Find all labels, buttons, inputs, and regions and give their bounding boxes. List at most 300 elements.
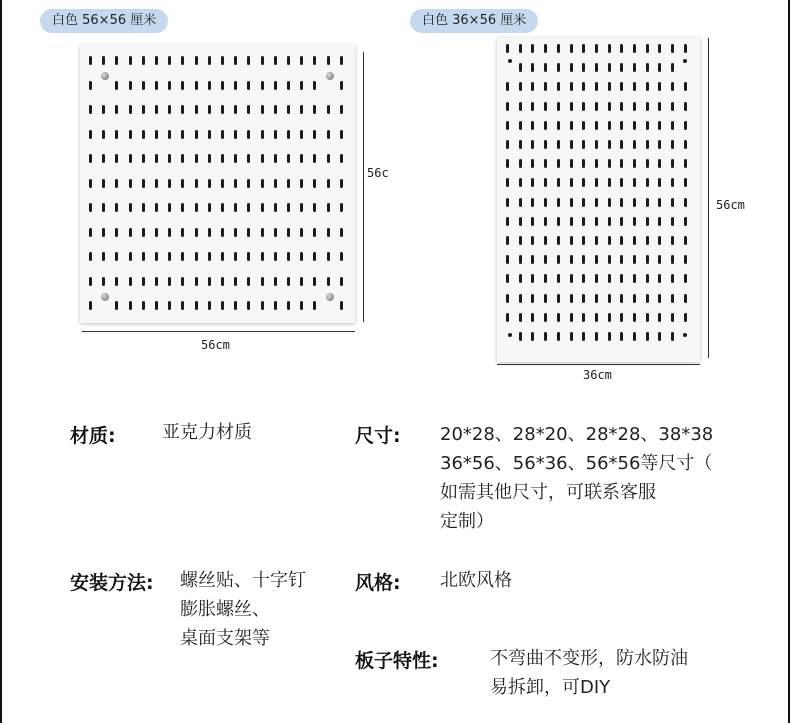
peg-slot — [684, 255, 687, 264]
peg-slot — [221, 277, 224, 286]
peg-slot — [671, 121, 674, 130]
peg-slot — [129, 130, 132, 139]
peg-slot — [608, 255, 611, 264]
peg-slot — [234, 277, 237, 286]
peg-slot — [142, 105, 145, 114]
peg-slot — [234, 154, 237, 163]
peg-slot — [340, 56, 343, 65]
peg-slot — [300, 105, 303, 114]
style-value — [440, 566, 512, 595]
peg-slot — [620, 63, 623, 72]
peg-slot — [595, 44, 598, 53]
peg-slot — [208, 179, 211, 188]
peg-slot — [544, 178, 547, 187]
peg-slot — [633, 63, 636, 72]
peg-slot — [327, 130, 330, 139]
peg-slot — [247, 81, 250, 90]
peg-slot — [531, 198, 534, 207]
peg-slot — [684, 159, 687, 168]
peg-slot — [234, 56, 237, 65]
peg-slot — [557, 140, 560, 149]
peg-slot — [544, 102, 547, 111]
peg-slot — [300, 130, 303, 139]
peg-slot — [115, 228, 118, 237]
peg-slot — [684, 121, 687, 130]
peg-slot — [129, 252, 132, 261]
peg-slot — [287, 154, 290, 163]
peg-slot — [506, 159, 509, 168]
peg-slot — [531, 121, 534, 130]
peg-slot — [557, 236, 560, 245]
peg-slot — [671, 313, 674, 322]
peg-slot — [557, 102, 560, 111]
peg-slot — [115, 301, 118, 310]
peg-slot — [168, 252, 171, 261]
peg-slot — [274, 203, 277, 212]
peg-slot — [261, 130, 264, 139]
peg-slot — [620, 313, 623, 322]
peg-slot — [155, 277, 158, 286]
peg-slot — [519, 255, 522, 264]
peg-slot — [531, 332, 534, 341]
peg-slot — [313, 81, 316, 90]
peg-slot — [89, 203, 92, 212]
peg-slot — [506, 178, 509, 187]
peg-slot — [89, 154, 92, 163]
peg-slot — [327, 56, 330, 65]
peg-slot — [646, 178, 649, 187]
peg-slot — [340, 203, 343, 212]
peg-slot — [89, 277, 92, 286]
peg-slot — [684, 294, 687, 303]
peg-slot — [544, 44, 547, 53]
peg-slot — [608, 63, 611, 72]
peg-slot — [168, 203, 171, 212]
peg-slot — [595, 236, 598, 245]
peg-slot — [115, 252, 118, 261]
peg-slot — [313, 228, 316, 237]
peg-slot — [221, 56, 224, 65]
peg-slot — [582, 121, 585, 130]
install-method-value — [180, 566, 306, 653]
left-width-dim-label: 56cm — [201, 338, 230, 352]
badge-white-36x56: 白色 36×56 厘米 — [410, 9, 538, 33]
peg-slot — [181, 228, 184, 237]
material-value — [162, 418, 252, 447]
peg-slot — [531, 313, 534, 322]
peg-slot — [608, 82, 611, 91]
peg-slot — [221, 105, 224, 114]
peg-slot — [300, 203, 303, 212]
peg-slot — [506, 82, 509, 91]
peg-slot — [129, 228, 132, 237]
peg-slot — [181, 252, 184, 261]
peg-slot — [195, 252, 198, 261]
peg-slot — [340, 130, 343, 139]
peg-slot — [195, 105, 198, 114]
peg-slot — [519, 198, 522, 207]
peg-slot — [102, 105, 105, 114]
pegboard-56x56 — [80, 45, 355, 323]
peg-slot — [340, 105, 343, 114]
peg-slot — [274, 130, 277, 139]
peg-slot — [608, 198, 611, 207]
peg-slot — [168, 301, 171, 310]
peg-slot — [155, 179, 158, 188]
peg-slot — [646, 198, 649, 207]
install-line: 桌面支架等 — [180, 628, 270, 649]
peg-slot — [115, 277, 118, 286]
peg-slot — [570, 255, 573, 264]
peg-slot — [168, 81, 171, 90]
peg-slot — [557, 255, 560, 264]
peg-slot — [261, 277, 264, 286]
peg-slot — [633, 274, 636, 283]
peg-slot — [89, 130, 92, 139]
peg-slot — [506, 44, 509, 53]
peg-slot — [340, 81, 343, 90]
install-line: 螺丝贴、十字钉 — [180, 570, 306, 591]
peg-slot — [115, 81, 118, 90]
peg-slot — [313, 56, 316, 65]
peg-slot — [557, 63, 560, 72]
peg-slot — [519, 82, 522, 91]
peg-slot — [620, 255, 623, 264]
peg-slot — [102, 56, 105, 65]
peg-slot — [519, 121, 522, 130]
peg-slot — [181, 105, 184, 114]
peg-slot — [313, 252, 316, 261]
peg-slot — [531, 274, 534, 283]
peg-slot — [313, 203, 316, 212]
peg-slot — [261, 301, 264, 310]
size-label: 尺寸: — [355, 425, 401, 447]
peg-slot — [582, 82, 585, 91]
peg-slot — [557, 274, 560, 283]
peg-slot — [274, 301, 277, 310]
peg-slot — [658, 140, 661, 149]
peg-slot — [274, 228, 277, 237]
peg-slot — [300, 277, 303, 286]
peg-slot — [620, 332, 623, 341]
peg-slot — [671, 274, 674, 283]
mount-hole-top-right — [683, 59, 687, 63]
peg-slot — [544, 63, 547, 72]
peg-slot — [327, 179, 330, 188]
peg-slot — [519, 178, 522, 187]
peg-slot — [595, 159, 598, 168]
peg-slot — [274, 179, 277, 188]
peg-slot — [129, 105, 132, 114]
peg-slot — [327, 203, 330, 212]
peg-slot — [168, 277, 171, 286]
peg-slot — [313, 154, 316, 163]
peg-slot — [671, 159, 674, 168]
peg-slot — [129, 154, 132, 163]
peg-slot — [684, 102, 687, 111]
board-features-label: 板子特性: — [355, 650, 439, 672]
peg-slot — [671, 198, 674, 207]
size-line: 36*56、56*36、56*56等尺寸（ — [440, 453, 713, 474]
peg-slot — [620, 236, 623, 245]
peg-slot — [327, 252, 330, 261]
peg-slot — [582, 198, 585, 207]
peg-slot — [646, 217, 649, 226]
peg-slot — [557, 332, 560, 341]
peg-slot — [620, 274, 623, 283]
peg-slot — [595, 294, 598, 303]
left-frame-line — [0, 0, 2, 723]
peg-slot — [221, 203, 224, 212]
peg-slot — [658, 217, 661, 226]
peg-slot — [544, 217, 547, 226]
peg-slot — [595, 178, 598, 187]
screw-top-left — [101, 72, 109, 80]
mount-hole-bottom-right — [683, 333, 687, 337]
peg-slot — [544, 274, 547, 283]
peg-slot — [582, 255, 585, 264]
peg-slot — [221, 130, 224, 139]
peg-slot — [671, 44, 674, 53]
peg-slot — [595, 140, 598, 149]
peg-slot — [115, 105, 118, 114]
peg-slot — [519, 63, 522, 72]
peg-slot — [608, 294, 611, 303]
peg-slot — [115, 203, 118, 212]
peg-slot — [582, 313, 585, 322]
peg-slot — [221, 301, 224, 310]
peg-slot — [234, 179, 237, 188]
peg-slot — [195, 203, 198, 212]
style-value-text: 北欧风格 — [440, 570, 512, 591]
install-line: 膨胀螺丝、 — [180, 599, 270, 620]
mount-hole-top-left — [508, 59, 512, 63]
peg-slot — [582, 217, 585, 226]
peg-slot — [102, 252, 105, 261]
peg-slot — [506, 313, 509, 322]
peg-slot — [327, 154, 330, 163]
peg-slot — [506, 198, 509, 207]
peg-slot — [247, 203, 250, 212]
peg-slot — [506, 121, 509, 130]
peg-slot — [633, 236, 636, 245]
peg-slot — [287, 252, 290, 261]
peg-slot — [595, 313, 598, 322]
peg-slot — [274, 81, 277, 90]
peg-slot — [102, 130, 105, 139]
peg-slot — [684, 236, 687, 245]
peg-slot — [261, 81, 264, 90]
peg-slot — [582, 63, 585, 72]
peg-slot — [300, 81, 303, 90]
peg-slot — [544, 159, 547, 168]
peg-slot — [519, 102, 522, 111]
peg-slot — [168, 228, 171, 237]
peg-slot — [544, 313, 547, 322]
peg-slot — [608, 236, 611, 245]
features-line: 易拆卸，可DIY — [490, 677, 611, 698]
peg-slot — [646, 82, 649, 91]
size-value — [440, 420, 713, 536]
peg-slot — [519, 313, 522, 322]
peg-slot — [582, 44, 585, 53]
peg-slot — [247, 252, 250, 261]
peg-slot — [671, 140, 674, 149]
peg-slot — [544, 332, 547, 341]
peg-slot — [519, 332, 522, 341]
peg-slot — [129, 301, 132, 310]
peg-slot — [247, 301, 250, 310]
peg-slot — [608, 178, 611, 187]
peg-slot — [274, 252, 277, 261]
peg-slot — [633, 255, 636, 264]
peg-slot — [300, 252, 303, 261]
peg-slot — [195, 56, 198, 65]
peg-slot — [181, 277, 184, 286]
peg-slot — [570, 217, 573, 226]
peg-slot — [115, 56, 118, 65]
peg-slot — [620, 102, 623, 111]
peg-slot — [261, 228, 264, 237]
peg-slot — [247, 105, 250, 114]
peg-slot — [570, 140, 573, 149]
peg-slot — [195, 130, 198, 139]
peg-slot — [287, 81, 290, 90]
peg-slot — [340, 252, 343, 261]
peg-slot — [142, 179, 145, 188]
peg-slot — [620, 44, 623, 53]
peg-slot — [658, 313, 661, 322]
peg-slot — [557, 198, 560, 207]
peg-slot — [684, 44, 687, 53]
peg-slot — [531, 236, 534, 245]
peg-slot — [519, 217, 522, 226]
peg-slot — [195, 301, 198, 310]
peg-slot — [506, 255, 509, 264]
peg-slot — [608, 140, 611, 149]
peg-slot — [620, 198, 623, 207]
peg-slot — [102, 154, 105, 163]
peg-slot — [247, 228, 250, 237]
peg-slot — [557, 294, 560, 303]
screw-top-right — [326, 72, 334, 80]
peg-slot — [168, 56, 171, 65]
peg-slot — [658, 44, 661, 53]
peg-slot — [168, 105, 171, 114]
peg-slot — [181, 130, 184, 139]
peg-slot — [287, 56, 290, 65]
peg-slot — [658, 274, 661, 283]
peg-slot — [102, 203, 105, 212]
peg-slot — [129, 56, 132, 65]
peg-slot — [519, 140, 522, 149]
peg-slot — [247, 130, 250, 139]
peg-slot — [684, 198, 687, 207]
peg-slot — [582, 236, 585, 245]
peg-slot — [582, 294, 585, 303]
peg-slot — [142, 301, 145, 310]
badge-white-56x56: 白色 56×56 厘米 — [40, 9, 168, 33]
peg-slot — [633, 102, 636, 111]
peg-slot — [684, 217, 687, 226]
peg-slot — [155, 154, 158, 163]
peg-slot — [544, 236, 547, 245]
peg-slot — [633, 313, 636, 322]
peg-slot — [287, 203, 290, 212]
peg-slot — [531, 140, 534, 149]
peg-slot — [684, 140, 687, 149]
peg-slot — [582, 178, 585, 187]
peg-slot — [570, 159, 573, 168]
peg-slot — [684, 178, 687, 187]
peg-slot — [234, 301, 237, 310]
peg-slot — [89, 179, 92, 188]
peg-slot — [620, 178, 623, 187]
peg-slot — [221, 154, 224, 163]
peg-slot — [646, 44, 649, 53]
peg-slot — [531, 159, 534, 168]
left-height-dim-line — [363, 52, 364, 322]
peg-slot — [261, 252, 264, 261]
peg-slot — [89, 56, 92, 65]
peg-slot — [531, 82, 534, 91]
pegboard-36x56 — [497, 38, 700, 362]
screw-bottom-right — [326, 293, 334, 301]
peg-slot — [208, 301, 211, 310]
peg-slot — [570, 82, 573, 91]
peg-slot — [633, 44, 636, 53]
peg-slot — [287, 105, 290, 114]
peg-slot — [129, 179, 132, 188]
size-line: 定制） — [440, 511, 494, 532]
peg-slot — [142, 154, 145, 163]
peg-slot — [544, 294, 547, 303]
peg-slot — [234, 228, 237, 237]
peg-slot — [195, 154, 198, 163]
peg-slot — [168, 130, 171, 139]
peg-slot — [142, 56, 145, 65]
peg-slot — [531, 217, 534, 226]
peg-slot — [646, 255, 649, 264]
peg-slot — [155, 81, 158, 90]
peg-slot — [155, 301, 158, 310]
peg-slot — [570, 332, 573, 341]
peg-slot — [658, 332, 661, 341]
peg-slot — [261, 179, 264, 188]
peg-slot — [671, 255, 674, 264]
peg-slot — [557, 178, 560, 187]
peg-slot — [181, 179, 184, 188]
peg-slot — [646, 102, 649, 111]
peg-slot — [300, 228, 303, 237]
peg-slot — [181, 81, 184, 90]
peg-slot — [595, 255, 598, 264]
peg-slot — [646, 159, 649, 168]
peg-slot — [313, 105, 316, 114]
peg-slot — [671, 82, 674, 91]
peg-slot — [287, 130, 290, 139]
peg-slot — [506, 102, 509, 111]
peg-slot — [608, 274, 611, 283]
peg-slot — [287, 228, 290, 237]
peg-slot — [287, 277, 290, 286]
peg-slot — [582, 332, 585, 341]
peg-slot — [327, 105, 330, 114]
peg-slot — [208, 203, 211, 212]
features-line: 不弯曲不变形，防水防油 — [490, 648, 688, 669]
peg-slot — [340, 179, 343, 188]
peg-slot — [570, 102, 573, 111]
